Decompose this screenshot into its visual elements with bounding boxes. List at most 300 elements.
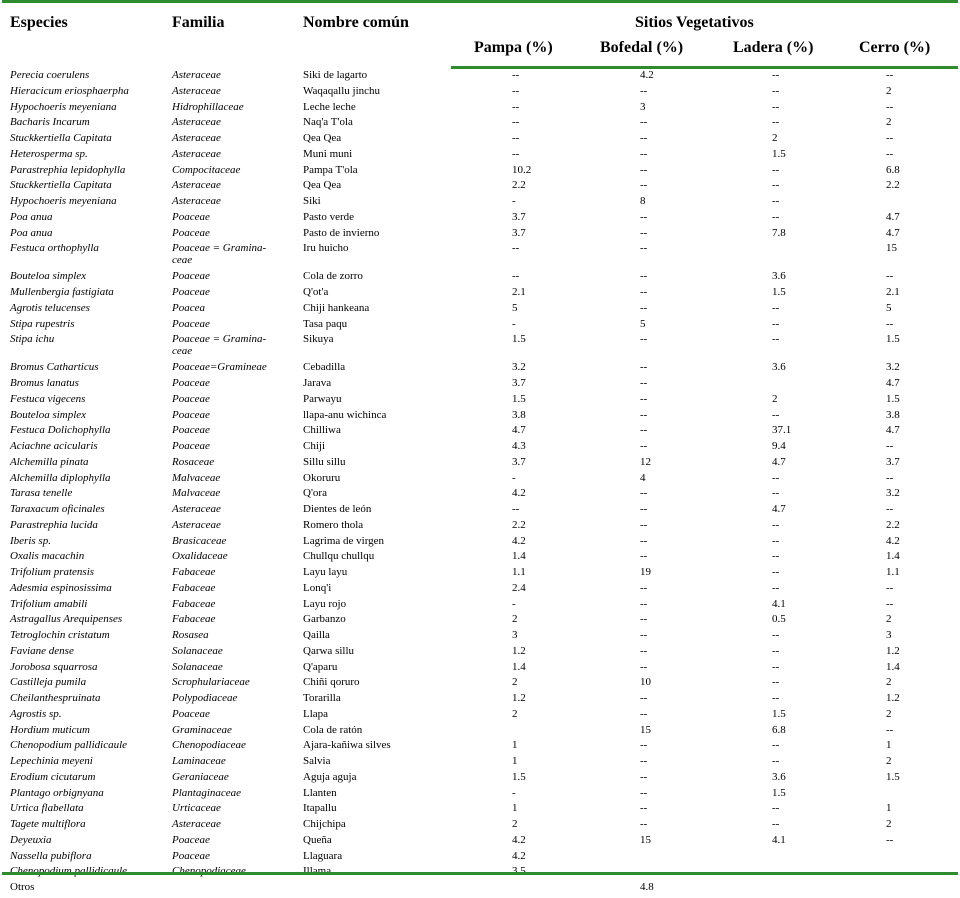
bofedal-cell: -- [640, 377, 648, 389]
cerro-cell: -- [886, 147, 894, 160]
bofedal-cell: 15 [640, 833, 651, 846]
family-cell: Poaceae=Gramineae [172, 361, 267, 374]
common-name-cell: Chiñi qoruro [303, 676, 360, 689]
bofedal-cell: -- [640, 534, 648, 547]
family-cell: Poaceae [172, 210, 210, 223]
table-row [2, 725, 958, 741]
pampa-cell: 1 [512, 755, 518, 767]
ladera-cell: -- [772, 84, 780, 97]
pampa-cell: 1.2 [512, 692, 526, 704]
table-row [2, 819, 958, 835]
pampa-cell: 1 [512, 802, 518, 815]
pampa-cell: 1.5 [512, 392, 526, 405]
bofedal-cell: -- [640, 84, 648, 97]
cerro-cell: 1 [886, 739, 892, 752]
pampa-cell: -- [512, 84, 520, 97]
family-cell: Asteraceae [172, 818, 221, 830]
ladera-cell: -- [772, 301, 780, 314]
species-cell: Bacharis Incarum [10, 116, 90, 129]
ladera-cell: -- [772, 116, 780, 129]
cerro-cell: 1.5 [886, 770, 900, 783]
cerro-cell: 1.1 [886, 566, 900, 578]
ladera-cell: 37.1 [772, 424, 792, 437]
pampa-cell: 3.8 [512, 408, 526, 421]
ladera-cell: -- [772, 629, 780, 641]
cerro-cell: 4.7 [886, 424, 900, 437]
common-name-cell: Chullqu chullqu [303, 550, 375, 563]
pampa-cell: 1.1 [512, 566, 526, 578]
family-cell: Malvaceae [172, 471, 221, 484]
pampa-cell: 10.2 [512, 163, 532, 176]
table-row [2, 334, 958, 362]
species-cell: Stuckkertiella Capitata [10, 179, 112, 192]
common-name-cell: Qailla [303, 629, 330, 641]
family-cell: Oxalidaceae [172, 550, 228, 563]
common-name-cell: Tasa paqu [303, 317, 348, 330]
common-name-cell: Q'ora [303, 487, 327, 500]
bofedal-cell: -- [640, 270, 648, 283]
pampa-cell: -- [512, 132, 520, 144]
cerro-cell: 1 [886, 802, 892, 815]
common-name-cell: Layu rojo [303, 597, 347, 610]
table-row [2, 117, 958, 133]
cerro-cell: -- [886, 597, 894, 610]
group-rule [451, 66, 958, 69]
species-cell: Bouteloa simplex [10, 270, 87, 283]
cerro-cell: 2 [886, 613, 892, 626]
ladera-cell: 4.1 [772, 597, 786, 610]
ladera-cell: 6.8 [772, 723, 786, 736]
cerro-cell: 4.7 [886, 226, 900, 239]
common-name-cell: Cebadilla [303, 361, 346, 374]
cerro-cell: 1.5 [886, 392, 900, 405]
cerro-cell: -- [886, 723, 894, 736]
common-name-cell: Waqaqallu jinchu [303, 84, 381, 97]
common-name-cell: Pasto de invierno [303, 226, 380, 239]
common-name-cell: Llanten [303, 786, 337, 799]
bofedal-cell: -- [640, 503, 648, 515]
family-cell: Plantaginaceae [172, 786, 242, 799]
table-row [2, 180, 958, 196]
species-cell: Adesmia espinosissima [10, 581, 112, 594]
table-row [2, 567, 958, 583]
family-cell: Poaceae [172, 270, 210, 283]
species-table [2, 0, 958, 893]
cerro-cell: -- [886, 503, 894, 515]
family-cell: Fabaceae [172, 613, 216, 626]
pampa-cell: - [512, 597, 516, 610]
species-cell: Bouteloa simplex [10, 408, 87, 421]
cerro-cell: 3.2 [886, 361, 900, 374]
cerro-cell: -- [886, 100, 894, 113]
cerro-cell: -- [886, 833, 894, 846]
cerro-cell: 1.2 [886, 692, 900, 704]
common-name-cell: llapa-anu wichinca [303, 408, 387, 421]
ladera-cell: 0.5 [772, 613, 786, 626]
ladera-cell: -- [772, 802, 780, 815]
species-cell: Alchemilla pinata [10, 455, 89, 468]
species-cell: Bromus lanatus [10, 377, 79, 389]
family-cell: Urticaceae [172, 802, 221, 815]
common-name-cell: Chilliwa [303, 424, 341, 437]
table-row [2, 882, 958, 898]
family-cell: Polypodiaceae [172, 692, 238, 704]
header-sitios-vegetativos: Sitios Vegetativos [635, 14, 754, 31]
bofedal-cell: -- [640, 755, 648, 767]
header-cerro: Cerro (%) [859, 39, 931, 56]
bofedal-cell: -- [640, 361, 648, 374]
bofedal-cell: 3 [640, 100, 646, 113]
pampa-cell: - [512, 195, 516, 207]
common-name-cell: Siki [303, 195, 321, 207]
header-bofedal: Bofedal (%) [600, 39, 684, 56]
table-row [2, 583, 958, 599]
family-cell: Poaceae [172, 392, 210, 405]
family-cell: Poaceae [172, 424, 210, 437]
species-cell: Urtica flabellata [10, 802, 84, 815]
family-cell: Scrophulariaceae [172, 676, 250, 689]
ladera-cell: -- [772, 408, 780, 421]
common-name-cell: Garbanzo [303, 613, 346, 626]
family-cell: Poaceae = Gramina- [172, 242, 267, 255]
cerro-cell: 1.4 [886, 660, 900, 673]
species-cell: Tagete multiflora [10, 818, 86, 830]
pampa-cell: 1 [512, 739, 518, 752]
cerro-cell: 1.2 [886, 644, 900, 657]
cerro-cell: -- [886, 471, 894, 484]
table-row [2, 709, 958, 725]
common-name-cell: Torarilla [303, 692, 341, 704]
bofedal-cell: -- [640, 147, 648, 160]
common-name-cell: Chijchipa [303, 818, 346, 830]
ladera-cell: -- [772, 676, 780, 689]
table-row [2, 677, 958, 693]
table-row [2, 86, 958, 102]
ladera-cell: -- [772, 195, 780, 207]
pampa-cell: 2.2 [512, 518, 526, 531]
table-row [2, 488, 958, 504]
common-name-cell: Salvia [303, 755, 331, 767]
bofedal-cell: 12 [640, 455, 651, 468]
bofedal-cell: -- [640, 660, 648, 673]
bofedal-cell: -- [640, 242, 648, 255]
bofedal-cell: 5 [640, 317, 646, 330]
family-cell-continued: ceae [172, 345, 193, 358]
bofedal-cell: -- [640, 392, 648, 405]
ladera-cell: 3.6 [772, 270, 786, 283]
species-cell: Trifolium pratensis [10, 566, 95, 578]
cerro-cell: 2 [886, 84, 892, 97]
pampa-cell: 3.2 [512, 361, 526, 374]
cerro-cell: 15 [886, 242, 897, 255]
family-cell: Poaceae [172, 226, 210, 239]
bofedal-cell: -- [640, 818, 648, 830]
common-name-cell: Romero thola [303, 518, 364, 531]
family-cell: Rosaceae [172, 455, 215, 468]
bofedal-cell: -- [640, 613, 648, 626]
ladera-cell: -- [772, 163, 780, 176]
family-cell: Compocitaceae [172, 163, 241, 176]
family-cell: Geraniaceae [172, 770, 229, 783]
family-cell: Solanaceae [172, 644, 223, 657]
pampa-cell: 4.7 [512, 424, 526, 437]
table-row [2, 520, 958, 536]
family-cell: Asteraceae [172, 116, 221, 129]
table-row [2, 630, 958, 646]
common-name-cell: Llaguara [303, 849, 343, 862]
ladera-cell: 1.5 [772, 147, 786, 160]
table-row [2, 271, 958, 287]
table-row [2, 614, 958, 630]
table-row [2, 319, 958, 335]
family-cell: Asteraceae [172, 503, 221, 515]
cerro-cell: 4.7 [886, 377, 900, 389]
ladera-cell: -- [772, 739, 780, 752]
species-cell: Parastrephia lepidophylla [10, 163, 126, 176]
table-row [2, 599, 958, 615]
pampa-cell: 4.2 [512, 833, 526, 846]
common-name-cell: Itapallu [303, 802, 337, 815]
ladera-cell: -- [772, 755, 780, 767]
family-cell: Asteraceae [172, 179, 221, 192]
table-row [2, 133, 958, 149]
ladera-cell: -- [772, 210, 780, 223]
species-cell: Plantago orbignyana [10, 786, 104, 799]
common-name-cell: Chiji [303, 440, 326, 452]
table-row [2, 362, 958, 378]
ladera-cell: 2 [772, 392, 778, 405]
pampa-cell: - [512, 786, 516, 799]
pampa-cell: 1.4 [512, 660, 526, 673]
table-row [2, 851, 958, 867]
pampa-cell: 1.2 [512, 644, 526, 657]
family-cell: Poaceae [172, 440, 210, 452]
table-row [2, 410, 958, 426]
bofedal-cell: -- [640, 440, 648, 452]
cerro-cell: 5 [886, 301, 892, 314]
pampa-cell: 5 [512, 301, 518, 314]
cerro-cell: 1.5 [886, 333, 900, 346]
bofedal-cell: -- [640, 597, 648, 610]
table-row [2, 425, 958, 441]
species-cell: Agrostis sp. [10, 707, 62, 720]
ladera-cell: -- [772, 566, 780, 578]
cerro-cell: 3.2 [886, 487, 900, 500]
cerro-cell: -- [886, 270, 894, 283]
pampa-cell: -- [512, 100, 520, 113]
ladera-cell: -- [772, 534, 780, 547]
pampa-cell: 3.7 [512, 455, 526, 468]
pampa-cell: 2.2 [512, 179, 526, 192]
ladera-cell: -- [772, 581, 780, 594]
header-especies: Especies [10, 14, 68, 31]
species-cell: Stuckkertiella Capitata [10, 132, 112, 144]
common-name-cell: Naq'a T'ola [303, 116, 353, 129]
common-name-cell: Qea Qea [303, 132, 342, 144]
table-row [2, 772, 958, 788]
common-name-cell: Q'aparu [303, 660, 338, 673]
table-row [2, 394, 958, 410]
species-cell: Deyeuxia [10, 833, 52, 846]
common-name-cell: Cola de zorro [303, 270, 363, 283]
ladera-cell: -- [772, 660, 780, 673]
ladera-cell: -- [772, 487, 780, 500]
pampa-cell: 3.7 [512, 210, 526, 223]
family-cell: Asteraceae [172, 147, 221, 160]
family-cell: Poaceae [172, 707, 210, 720]
bofedal-cell: -- [640, 132, 648, 144]
ladera-cell: 2 [772, 132, 778, 144]
ladera-cell: 9.4 [772, 440, 786, 452]
bofedal-cell: -- [640, 692, 648, 704]
table-row [2, 378, 958, 394]
cerro-cell: 2 [886, 818, 892, 830]
cerro-cell: 3.8 [886, 408, 900, 421]
bofedal-cell: -- [640, 408, 648, 421]
common-name-cell: Lonq'i [303, 581, 332, 594]
pampa-cell: - [512, 471, 516, 484]
bofedal-cell: -- [640, 301, 648, 314]
pampa-cell: 1.5 [512, 770, 526, 783]
cerro-cell: -- [886, 317, 894, 330]
ladera-cell: -- [772, 518, 780, 531]
bofedal-cell: -- [640, 163, 648, 176]
table-row [2, 551, 958, 567]
family-cell: Asteraceae [172, 69, 221, 81]
family-cell: Hidrophillaceae [172, 100, 244, 113]
ladera-cell: -- [772, 333, 780, 346]
common-name-cell: Chiji hankeana [303, 301, 370, 314]
species-cell: Poa anua [10, 210, 53, 223]
cerro-cell: 4.7 [886, 210, 900, 223]
family-cell: Poaceae [172, 286, 210, 298]
species-cell: Hordium muticum [10, 723, 90, 736]
bofedal-cell: 4.2 [640, 69, 654, 81]
ladera-cell: 1.5 [772, 786, 786, 799]
table-row [2, 212, 958, 228]
pampa-cell: 3.7 [512, 226, 526, 239]
bofedal-cell: -- [640, 487, 648, 500]
pampa-cell: 2.4 [512, 581, 526, 594]
species-cell: Oxalis macachin [10, 550, 85, 563]
cerro-cell: 3 [886, 629, 892, 641]
pampa-cell: 4.2 [512, 534, 526, 547]
species-cell: Perecia coerulens [10, 69, 90, 81]
species-cell: Iberis sp. [10, 534, 51, 547]
cerro-cell: -- [886, 440, 894, 452]
family-cell: Chenopodiaceae [172, 739, 246, 752]
bofedal-cell: -- [640, 550, 648, 563]
pampa-cell: 2 [512, 818, 518, 830]
common-name-cell: Jarava [303, 377, 332, 389]
species-cell: Tetroglochin cristatum [10, 629, 110, 641]
species-cell: Aciachne acicularis [10, 440, 98, 452]
species-cell: Stipa rupestris [10, 317, 75, 330]
table-row [2, 662, 958, 678]
ladera-cell: 3.6 [772, 770, 786, 783]
cerro-cell: 2 [886, 755, 892, 767]
bottom-rule [2, 872, 958, 875]
bofedal-cell: 10 [640, 676, 651, 689]
common-name-cell: Qea Qea [303, 179, 342, 192]
table-row [2, 693, 958, 709]
table-row [2, 457, 958, 473]
family-cell: Asteraceae [172, 518, 221, 531]
species-cell: Jorobosa squarrosa [10, 660, 98, 673]
pampa-cell: -- [512, 242, 520, 255]
table-row [2, 473, 958, 489]
bofedal-cell: -- [640, 179, 648, 192]
family-cell: Asteraceae [172, 132, 221, 144]
pampa-cell: 1.5 [512, 333, 526, 346]
species-cell: Trifolium amabili [10, 597, 88, 610]
ladera-cell: 4.7 [772, 455, 786, 468]
family-cell: Brasicaceae [172, 534, 227, 547]
family-cell: Poaceae [172, 408, 210, 421]
table-row [2, 835, 958, 851]
bofedal-cell: -- [640, 518, 648, 531]
species-cell: Festuca Dolichophylla [10, 424, 111, 437]
header-ladera: Ladera (%) [733, 39, 814, 56]
species-cell: Otros [10, 881, 35, 893]
family-cell: Rosasea [172, 629, 209, 641]
common-name-cell: Sillu sillu [303, 455, 346, 468]
bofedal-cell: -- [640, 210, 648, 223]
pampa-cell: 3.7 [512, 377, 526, 389]
pampa-cell: 4.3 [512, 440, 526, 452]
bofedal-cell: -- [640, 333, 648, 346]
table-row [2, 536, 958, 552]
ladera-cell: -- [772, 179, 780, 192]
cerro-cell: 2.2 [886, 518, 900, 531]
ladera-cell: 4.7 [772, 503, 786, 515]
pampa-cell: -- [512, 69, 520, 81]
family-cell: Poaceae [172, 377, 210, 389]
cerro-cell: 2.1 [886, 286, 900, 298]
header-row-1 [2, 3, 958, 37]
table-row [2, 70, 958, 86]
species-cell: Cheilanthespruinata [10, 692, 101, 704]
species-cell: Alchemilla diplophylla [10, 471, 111, 484]
species-cell: Astragallus Arequipenses [10, 613, 123, 626]
species-cell: Hieracicum eriosphaerpha [10, 84, 129, 97]
family-cell-continued: ceae [172, 254, 193, 267]
table-row [2, 102, 958, 118]
table-row [2, 756, 958, 772]
ladera-cell: -- [772, 692, 780, 704]
cerro-cell: 1.4 [886, 550, 900, 563]
bofedal-cell: -- [640, 424, 648, 437]
pampa-cell: 2 [512, 613, 518, 626]
bofedal-cell: -- [640, 286, 648, 298]
family-cell: Poaceae [172, 833, 210, 846]
table-row [2, 788, 958, 804]
family-cell: Poaceae [172, 317, 210, 330]
header-nombre-comun: Nombre común [303, 14, 409, 31]
cerro-cell: 3.7 [886, 455, 900, 468]
pampa-cell: 4.2 [512, 849, 526, 862]
family-cell: Solanaceae [172, 660, 223, 673]
bofedal-cell: -- [640, 116, 648, 129]
family-cell: Malvaceae [172, 487, 221, 500]
pampa-cell: -- [512, 270, 520, 283]
species-cell: Nassella pubiflora [10, 849, 92, 862]
species-cell: Agrotis telucenses [10, 301, 90, 314]
ladera-cell: 7.8 [772, 226, 786, 239]
family-cell: Poaceae [172, 849, 210, 862]
ladera-cell: 3.6 [772, 361, 786, 374]
ladera-cell: -- [772, 471, 780, 484]
